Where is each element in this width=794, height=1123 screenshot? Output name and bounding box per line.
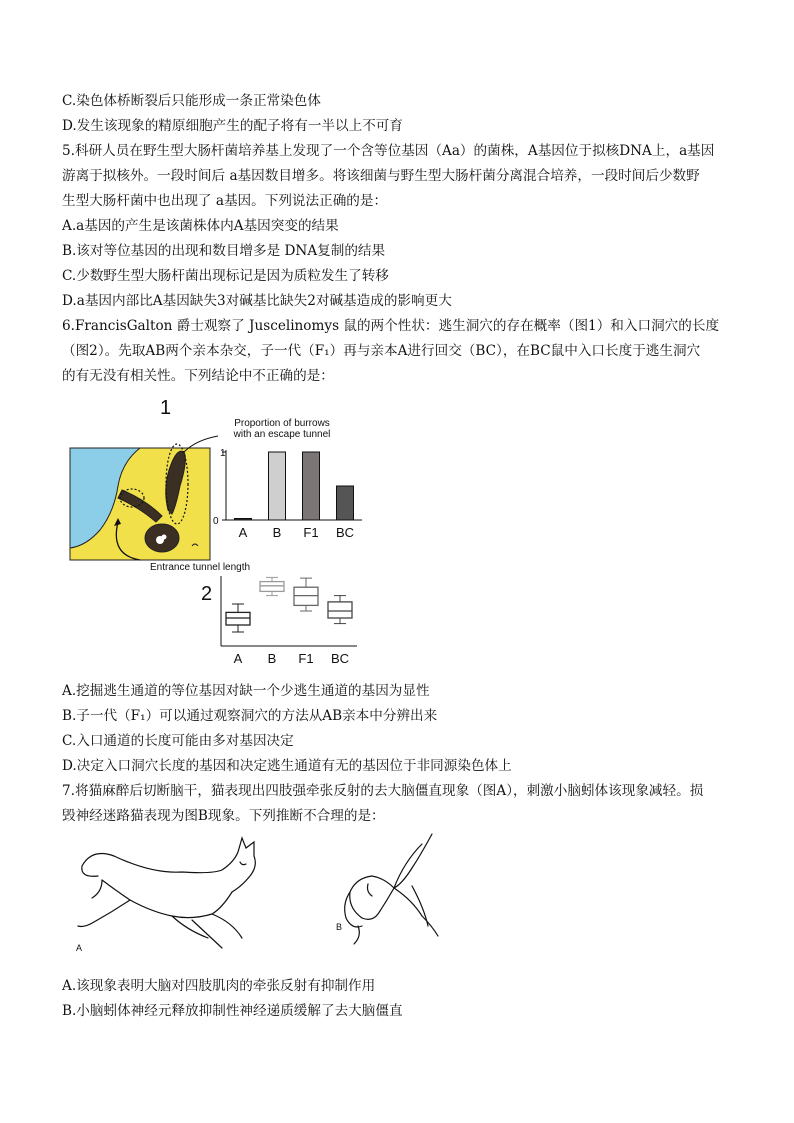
q6-stem-line-3: 的有无没有相关性。下列结论中不正确的是：	[62, 368, 334, 384]
q5-stem-line-1: 5.科研人员在野生型大肠杆菌培养基上发现了一个含等位基因（Aa）的菌株，A基因位于拟核DNA上，a基因	[62, 143, 715, 159]
box-chart-x-label-B: B	[267, 651, 277, 666]
figure-1-callout: Entrance tunnel length	[150, 562, 251, 573]
box-F1	[294, 587, 318, 605]
cat-figure	[72, 826, 472, 958]
box-chart-x-label-A: A	[233, 651, 243, 666]
q4-option-d: D.发生该现象的精原细胞产生的配子将有一半以上不可育	[62, 118, 403, 134]
box-A	[226, 612, 250, 625]
q7-stem-line-2: 毁神经迷路猫表现为图B现象。下列推断不合理的是：	[62, 808, 385, 824]
figure-2-panel-number: 2	[201, 583, 213, 605]
q5-stem-line-3: 生型大肠杆菌中也出现了 a基因。下列说法正确的是：	[62, 193, 388, 209]
bar-F1	[303, 452, 320, 520]
figure-1-panel-number: 1	[160, 397, 172, 419]
bar-chart-x-label-BC: BC	[335, 525, 355, 540]
q7-stem-line-1: 7.将猫麻醉后切断脑干，猫表现出四肢强牵张反射的去大脑僵直现象（图A），刺激小脑蚓体该现象减轻。损	[62, 783, 704, 799]
figure-1	[60, 390, 390, 580]
q6-option-a: A.挖掘逃生通道的等位基因对缺一个少逃生通道的基因为显性	[62, 683, 430, 699]
q6-stem-line-2: （图2）。先取AB两个亲本杂交，子一代（F₁）再与亲本A进行回交（BC），在BC鼠中入口长度于逃生洞穴	[62, 343, 701, 359]
q6-stem-line-1: 6.FrancisGalton 爵士观察了 Juscelinomys 鼠的两个性状：逃生洞穴的存在概率（图1）和入口洞穴的长度	[62, 318, 720, 334]
q5-stem-line-2: 游离于拟核外。一段时间后 a基因数目增多。将该细菌与野生型大肠杆菌分离混合培养，一段时间后少数野	[62, 168, 700, 184]
q7-option-a: A.该现象表明大脑对四肢肌肉的牵张反射有抑制作用	[62, 978, 376, 994]
cat-a-label: A	[76, 943, 83, 953]
bar-A	[235, 519, 252, 521]
bar-B	[269, 452, 286, 520]
cat-a-illustration	[78, 838, 255, 948]
q6-option-c: C.入口通道的长度可能由多对基因决定	[62, 733, 294, 749]
bar-chart	[222, 450, 362, 540]
figure-1-tick-bottom: 0	[213, 516, 219, 527]
q5-option-a: A.a基因的产生是该菌株体内A基因突变的结果	[62, 218, 339, 234]
q4-option-c: C.染色体桥断裂后只能形成一条正常染色体	[62, 93, 321, 109]
bar-BC	[337, 486, 354, 520]
box-BC	[328, 602, 352, 618]
cat-b-illustration	[345, 834, 438, 944]
figure-1-ylabel-line-1: Proportion of burrows	[234, 418, 330, 429]
box-chart-x-label-BC: BC	[330, 651, 350, 666]
q6-option-b: B.子一代（F₁）可以通过观察洞穴的方法从AB亲本中分辨出来	[62, 708, 438, 724]
bar-chart-x-label-F1: F1	[303, 525, 319, 540]
figure-2	[195, 572, 365, 672]
bar-chart-x-label-B: B	[272, 525, 282, 540]
bar-chart-x-label-A: A	[238, 525, 248, 540]
q5-option-b: B.该对等位基因的出现和数目增多是 DNA复制的结果	[62, 243, 386, 259]
q7-option-b: B.小脑蚓体神经元释放抑制性神经递质缓解了去大脑僵直	[62, 1003, 403, 1019]
figure-1-tick-top: 1	[220, 448, 226, 459]
box-chart-x-label-F1: F1	[298, 651, 314, 666]
box-B	[260, 582, 284, 592]
figure-1-ylabel-line-2: with an escape tunnel	[233, 429, 331, 440]
q5-option-c: C.少数野生型大肠杆菌出现标记是因为质粒发生了转移	[62, 268, 389, 284]
cat-b-label: B	[336, 922, 343, 932]
box-chart	[221, 576, 357, 666]
q5-option-d: D.a基因内部比A基因缺失3对碱基比缺失2对碱基造成的影响更大	[62, 293, 452, 309]
burrow-illustration	[70, 436, 218, 560]
q6-option-d: D.决定入口洞穴长度的基因和决定逃生通道有无的基因位于非同源染色体上	[62, 758, 512, 774]
